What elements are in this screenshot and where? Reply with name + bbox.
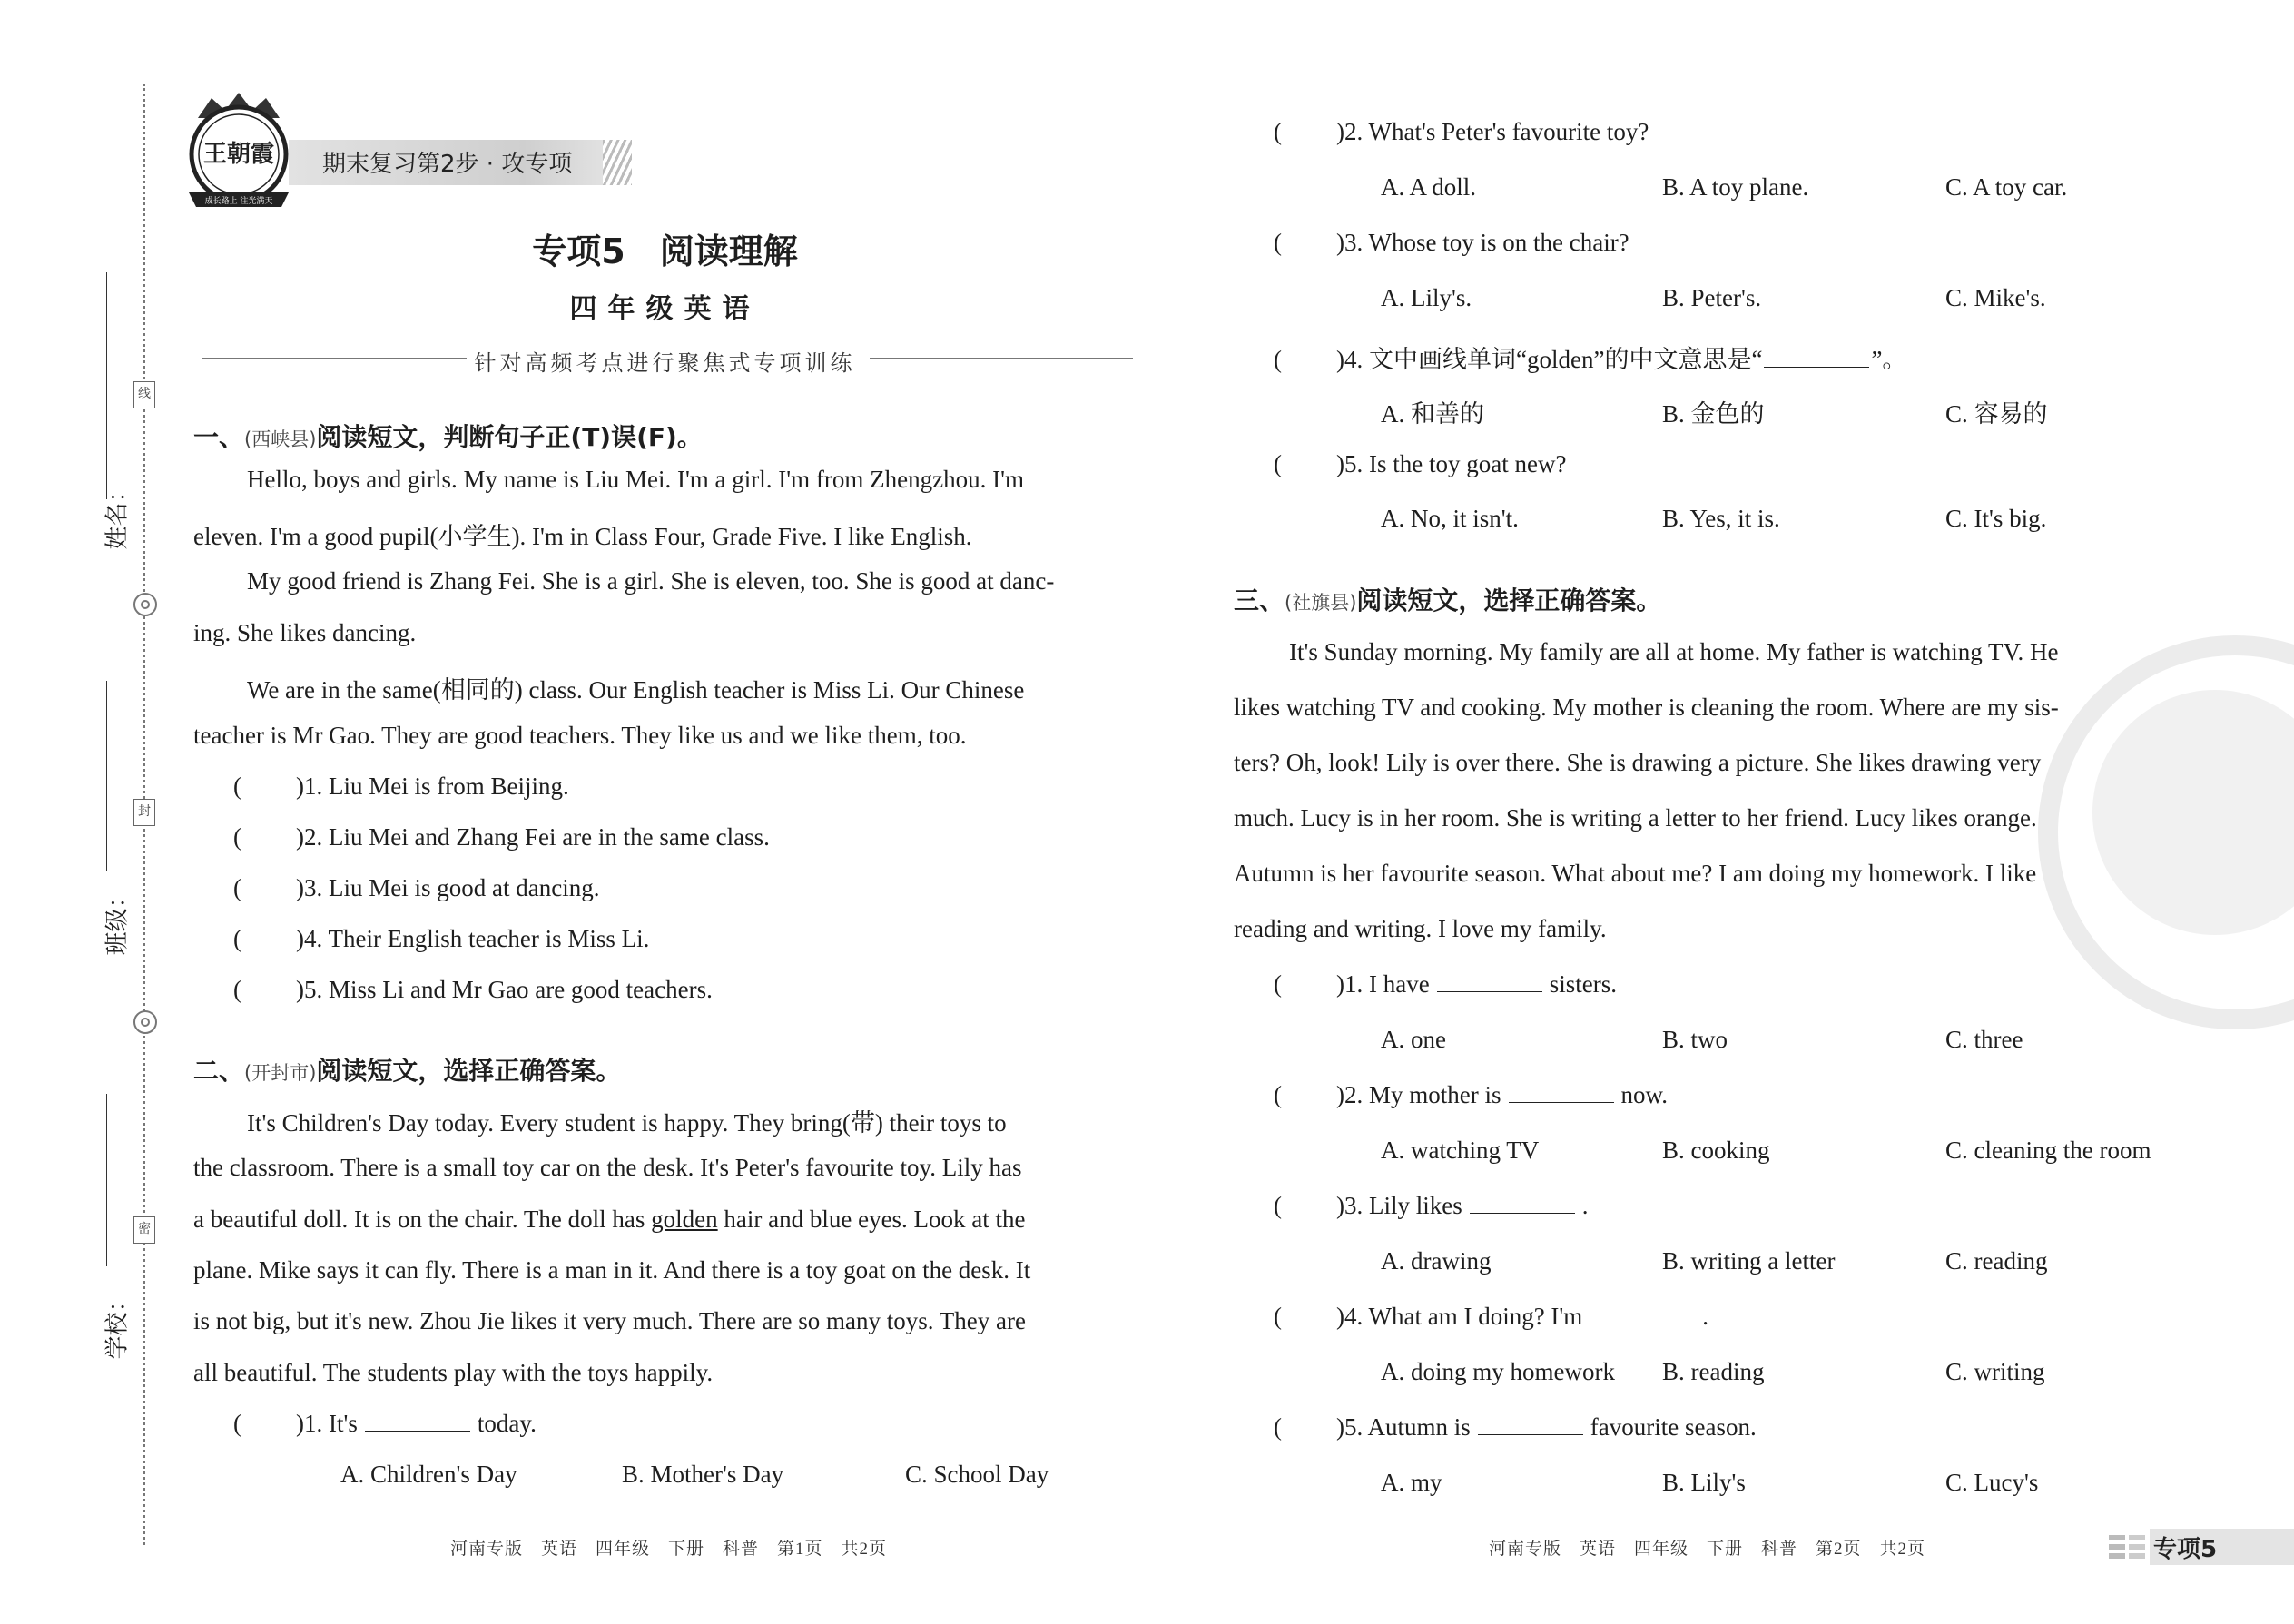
page-subtitle: 四年级英语 <box>569 293 761 325</box>
question-item[interactable]: ( )5. Autumn is favourite season. <box>1274 1413 1757 1441</box>
option-c[interactable]: C. Mike's. <box>1945 284 2046 311</box>
option-a[interactable]: A. A doll. <box>1381 173 1477 201</box>
page-title: 专项5 阅读理解 <box>532 231 798 271</box>
section1-line: eleven. I'm a good pupil(小学生). I'm in Class Four, Grade Five. I like English. <box>193 523 972 550</box>
option-b[interactable]: B. Lily's <box>1662 1469 1746 1496</box>
section2-line: all beautiful. The students play with the toys happily. <box>193 1359 714 1386</box>
option-b[interactable]: B. cooking <box>1662 1137 1770 1164</box>
section1-line: ing. She likes dancing. <box>193 619 417 646</box>
header-band-stripes <box>603 140 632 185</box>
option-b[interactable]: B. writing a letter <box>1662 1247 1836 1275</box>
section2-line: a beautiful doll. It is on the chair. The doll has golden hair and blue eyes. Look at the <box>193 1206 1026 1233</box>
section2-line: It's Children's Day today. Every student is happy. They bring(带) their toys to <box>247 1109 1007 1137</box>
option-c[interactable]: C. 容易的 <box>1945 400 2048 428</box>
option-a[interactable]: A. my <box>1381 1469 1442 1496</box>
option-a[interactable]: A. 和善的 <box>1381 400 1484 428</box>
seal-char-xian: 线 <box>133 381 155 408</box>
question-item[interactable]: ( )5. Is the toy goat new? <box>1274 450 1567 477</box>
school-field-line[interactable] <box>106 1094 107 1266</box>
option-b[interactable]: B. two <box>1662 1026 1728 1053</box>
seal-coin-icon <box>133 1010 157 1034</box>
question-item[interactable]: ( )2. What's Peter's favourite toy? <box>1274 118 1649 145</box>
option-b[interactable]: B. Yes, it is. <box>1662 505 1780 532</box>
question-item[interactable]: ( )3. Liu Mei is good at dancing. <box>233 874 600 901</box>
logo-brand-text: 王朝霞 <box>202 141 275 168</box>
option-c[interactable]: C. It's big. <box>1945 505 2047 532</box>
option-a[interactable]: A. No, it isn't. <box>1381 505 1519 532</box>
underlined-word-golden: golden <box>651 1206 718 1233</box>
section1-heading: 一、(西峡县)阅读短文，判断句子正(T)误(F)。 <box>193 422 703 452</box>
brand-logo-icon <box>180 91 298 209</box>
option-c[interactable]: C. reading <box>1945 1247 2048 1275</box>
option-c[interactable]: C. writing <box>1945 1358 2045 1385</box>
section1-line: teacher is Mr Gao. They are good teachers. They like us and we like them, too. <box>193 722 967 749</box>
section1-line: My good friend is Zhang Fei. She is a girl. She is eleven, too. She is good at danc- <box>247 567 1055 595</box>
section1-line: Hello, boys and girls. My name is Liu Mei. I'm a girl. I'm from Zhengzhou. I'm <box>247 466 1024 493</box>
step-label: 期末复习第2步 · 攻专项 <box>322 151 573 178</box>
page-footer-1: 河南专版 英语 四年级 下册 科普 第1页 共2页 <box>450 1540 888 1559</box>
option-c[interactable]: C. School Day <box>905 1461 1049 1488</box>
option-b[interactable]: B. Peter's. <box>1662 284 1762 311</box>
corner-tag: 专项5 <box>2153 1536 2218 1563</box>
section3-line: likes watching TV and cooking. My mother is cleaning the room. Where are my sis- <box>1234 694 2059 721</box>
question-item[interactable]: ( )2. My mother is now. <box>1274 1081 1668 1108</box>
seal-char-mi: 密 <box>133 1216 155 1244</box>
class-field-line[interactable] <box>106 681 107 871</box>
question-item[interactable]: ( )2. Liu Mei and Zhang Fei are in the same class. <box>233 823 770 851</box>
option-a[interactable]: A. one <box>1381 1026 1446 1053</box>
option-a[interactable]: A. doing my homework <box>1381 1358 1615 1385</box>
seal-coin-icon <box>133 593 157 616</box>
section3-line: reading and writing. I love my family. <box>1234 915 1607 942</box>
option-a[interactable]: A. drawing <box>1381 1247 1492 1275</box>
seal-char-feng: 封 <box>133 799 155 826</box>
name-label: 姓名： <box>103 478 132 550</box>
question-item[interactable]: ( )1. Liu Mei is from Beijing. <box>233 773 569 800</box>
section2-line: plane. Mike says it can fly. There is a man in it. And there is a toy goat on the desk. It <box>193 1256 1031 1284</box>
question-item[interactable]: ( )3. Lily likes . <box>1274 1192 1589 1219</box>
option-b[interactable]: B. reading <box>1662 1358 1765 1385</box>
option-b[interactable]: B. Mother's Day <box>622 1461 784 1488</box>
option-c[interactable]: C. three <box>1945 1026 2023 1053</box>
question-item[interactable]: ( )4. Their English teacher is Miss Li. <box>233 925 650 952</box>
option-a[interactable]: A. Lily's. <box>1381 284 1472 311</box>
section2-line: the classroom. There is a small toy car on the desk. It's Peter's favourite toy. Lily has <box>193 1154 1022 1181</box>
option-a[interactable]: A. watching TV <box>1381 1137 1540 1164</box>
section3-heading: 三、(社旗县)阅读短文，选择正确答案。 <box>1234 586 1662 615</box>
slogan: 针对高频考点进行聚焦式专项训练 <box>474 352 856 376</box>
section3-line: Autumn is her favourite season. What about me? I am doing my homework. I like <box>1234 860 2037 887</box>
option-a[interactable]: A. Children's Day <box>340 1461 517 1488</box>
corner-stripes <box>2109 1533 2125 1559</box>
question-item[interactable]: ( )5. Miss Li and Mr Gao are good teachers. <box>233 976 713 1003</box>
option-c[interactable]: C. cleaning the room <box>1945 1137 2151 1164</box>
question-item[interactable]: ( )3. Whose toy is on the chair? <box>1274 229 1629 256</box>
option-b[interactable]: B. 金色的 <box>1662 400 1765 428</box>
section1-line: We are in the same(相同的) class. Our English teacher is Miss Li. Our Chinese <box>247 676 1025 704</box>
option-b[interactable]: B. A toy plane. <box>1662 173 1809 201</box>
page-footer-2: 河南专版 英语 四年级 下册 科普 第2页 共2页 <box>1489 1540 1926 1559</box>
class-label: 班级： <box>103 884 132 956</box>
option-c[interactable]: C. A toy car. <box>1945 173 2068 201</box>
corner-stripes <box>2129 1533 2145 1559</box>
option-c[interactable]: C. Lucy's <box>1945 1469 2039 1496</box>
section3-line: It's Sunday morning. My family are all at home. My father is watching TV. He <box>1289 638 2059 665</box>
logo-ribbon-text: 成长路上 注光满天 <box>204 197 273 206</box>
question-item[interactable]: ( )1. It's today. <box>233 1410 537 1437</box>
question-item[interactable]: ( )4. What am I doing? I'm . <box>1274 1303 1709 1330</box>
school-label: 学校： <box>103 1288 132 1360</box>
question-item[interactable]: ( )4. 文中画线单词“golden”的中文意思是“ ”。 <box>1274 346 1907 373</box>
section3-line: much. Lucy is in her room. She is writing a letter to her friend. Lucy likes orange. <box>1234 804 2037 832</box>
section2-heading: 二、(开封市)阅读短文，选择正确答案。 <box>193 1056 622 1086</box>
section3-line: ters? Oh, look! Lily is over there. She is drawing a picture. She likes drawing very <box>1234 749 2042 776</box>
section2-line: is not big, but it's new. Zhou Jie likes it very much. There are so many toys. They are <box>193 1307 1026 1334</box>
question-item[interactable]: ( )1. I have sisters. <box>1274 970 1617 998</box>
